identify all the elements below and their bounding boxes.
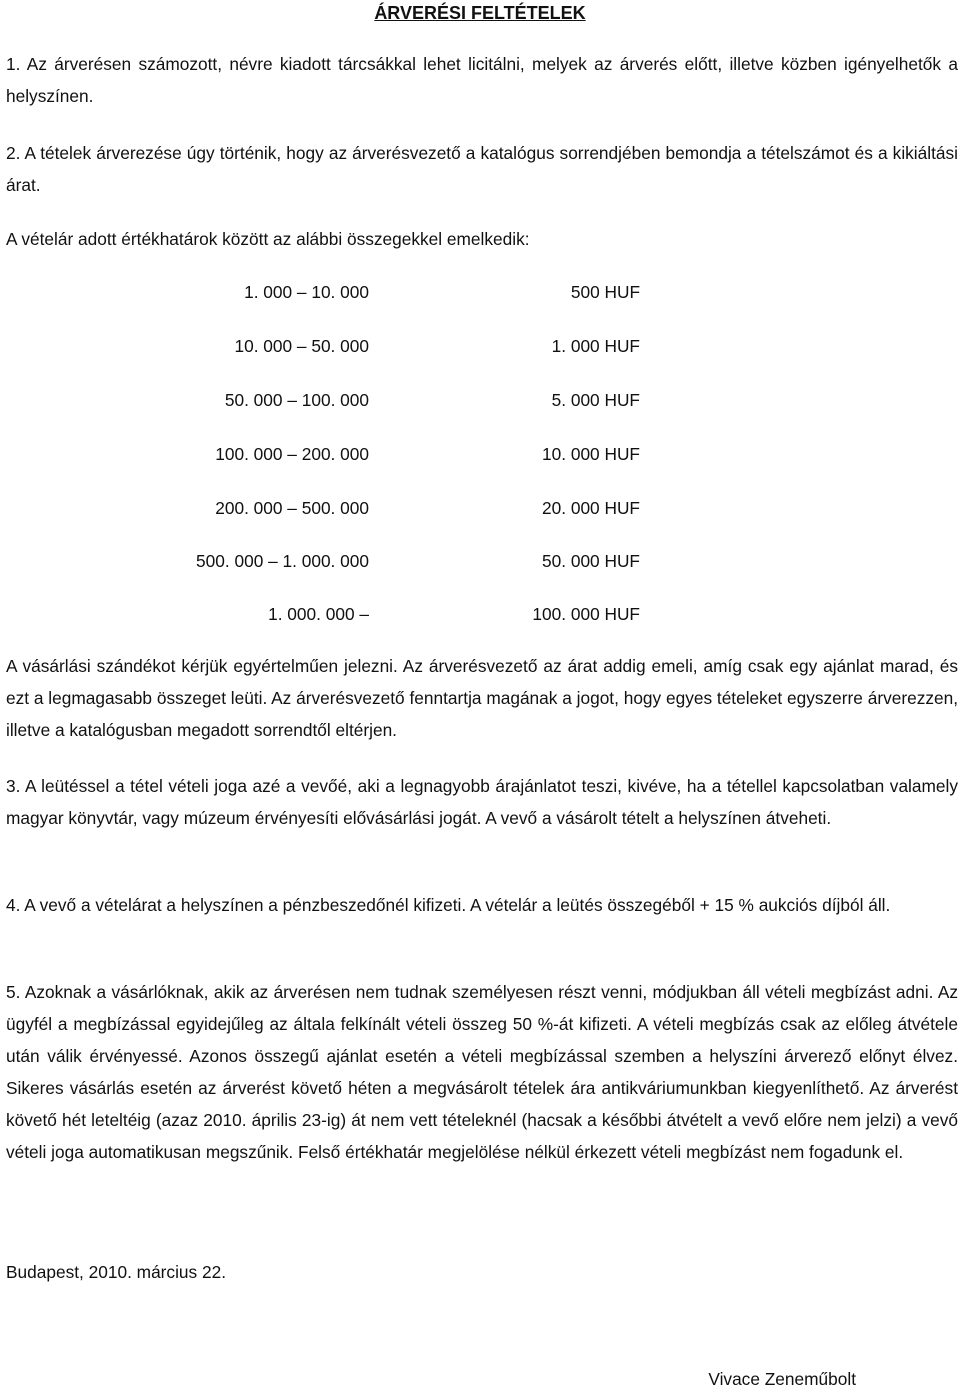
signature: Vivace Zeneműbolt — [708, 1369, 856, 1389]
paragraph-2: 2. A tételek árverezése úgy történik, hogy az árverésvezető a katalógus sorrendjében bemondja a tételszámot és a kikiáltási árat. — [6, 143, 958, 195]
increment-range: 1. 000 – 10. 000 — [244, 282, 369, 302]
bidding-intent-paragraph: A vásárlási szándékot kérjük egyértelműen jelezni. Az árverésvezető az árat addig emeli, amíg csak egy ajánlat marad, és ezt a legmagasabb összeget leüti. Az árverésvezető fenntartja magának a jogot, hogy egyes tételeket egyszerre árverezzen, illetve a katalógusban megadott sorrendtől eltérjen. — [6, 656, 958, 740]
paragraph-3: 3. A leütéssel a tétel vételi joga azé a vevőé, aki a legnagyobb árajánlatot teszi, kivéve, ha a tétellel kapcsolatban valamely magyar könyvtár, vagy múzeum érvényesíti elővásárlási jogát. A vevő a vásárolt tételt a helyszínen átveheti. — [6, 776, 958, 828]
increment-range: 10. 000 – 50. 000 — [234, 336, 369, 356]
increment-step: 500 HUF — [570, 282, 640, 302]
document-title: ÁRVERÉSI FELTÉTELEK — [374, 3, 586, 23]
increment-step: 100. 000 HUF — [532, 604, 640, 624]
increment-step: 20. 000 HUF — [542, 498, 640, 518]
increment-range: 100. 000 – 200. 000 — [215, 444, 369, 464]
paragraph-4: 4. A vevő a vételárat a helyszínen a pénzbeszedőnél kifizeti. A vételár a leütés összegéből + 15 % aukciós díjból áll. — [6, 895, 891, 915]
increment-range: 1. 000. 000 – — [268, 604, 369, 624]
increment-step: 1. 000 HUF — [551, 336, 640, 356]
increment-range: 200. 000 – 500. 000 — [215, 498, 369, 518]
increment-step: 5. 000 HUF — [551, 390, 640, 410]
increment-step: 10. 000 HUF — [542, 444, 640, 464]
paragraph-5: 5. Azoknak a vásárlóknak, akik az árverésen nem tudnak személyesen részt venni, módjukban áll vételi megbízást adni. Az ügyfél a megbízással egyidejűleg az általa felkínált vételi összeg 50 %-át kifizeti. A vételi megbízás csak az előleg átvétele után válik érvényessé. Azonos összegű ajánlat esetén a vételi megbízással szemben a helyszíni árverező előnyt élvez. Sikeres vásárlás esetén az árverést követő héten a megvásárolt tételek ára antikváriumunkban kiegyenlíthető. Az árverést követő hét leteltéig (azaz 2010. április 23-ig) át nem vett tételeknél (hacsak a későbbi átvételt a vevő előre nem jelzi) a vevő vételi joga automatikusan megszűnik. Felső értékhatár megjelölése nélkül érkezett vételi megbízást nem fogadunk el. — [6, 982, 958, 1162]
place-and-date: Budapest, 2010. március 22. — [6, 1262, 226, 1282]
increment-step: 50. 000 HUF — [542, 551, 640, 571]
increment-range: 50. 000 – 100. 000 — [224, 390, 369, 410]
paragraph-1: 1. Az árverésen számozott, névre kiadott tárcsákkal lehet licitálni, melyek az árverés előtt, illetve közben igényelhetők a helyszínen. — [6, 54, 958, 106]
increment-range: 500. 000 – 1. 000. 000 — [196, 551, 369, 571]
increments-intro: A vételár adott értékhatárok között az alábbi összegekkel emelkedik: — [6, 229, 530, 249]
